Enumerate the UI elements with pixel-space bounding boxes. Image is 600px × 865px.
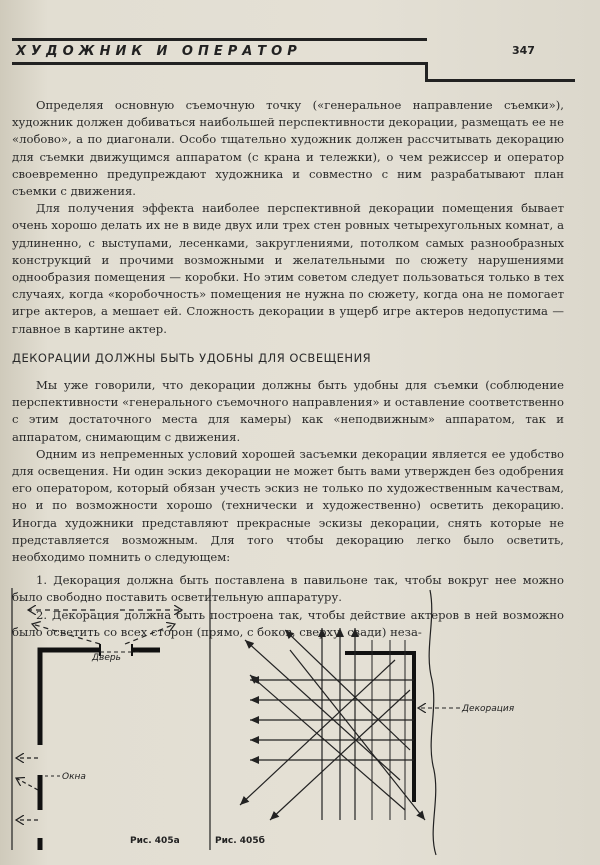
header-rule-top [12, 38, 427, 41]
fig-a-label-windows: Окна [62, 772, 86, 782]
section-heading: ДЕКОРАЦИИ ДОЛЖНЫ БЫТЬ УДОБНЫ ДЛЯ ОСВЕЩЕНИЯ [12, 350, 372, 365]
list-item: 2. Декорация должна быть построена так, чтобы действие актеров в ней возможно было осветить со всех сторон (прямо, с боков, сверху, сзади) неза- [12, 607, 564, 639]
fig-b-label-decoration: Декорация [462, 704, 515, 714]
figure-405a [12, 588, 210, 850]
figure-svg [0, 580, 600, 865]
fig-b-border [429, 590, 436, 855]
paragraph: Определяя основную съемочную точку («генеральное направление съемки»), художник должен добиваться наибольшей перспективности декорации, размещать ее не «лобово», а по диагонали. Особо тщательно художник должен рассчитывать декорацию для съемки движущимся аппаратом (с крана и тележки), о чем режиссер и оператор своевременно предупреждают художника и совместно с ним разрабатывают план съемки с движения. [12, 98, 564, 199]
running-header [12, 38, 572, 68]
paragraph: Для получения эффекта наиболее перспективной декорации помещения бывает очень хорошо делать их не в виде двух или трех стен ровных четырехугольных комнат, а удлиненно, с выступами, лесенками, закруглениями, потолком самых разнообразных конструкций и прочими возможными и желательными по сюжету нарушениями однообразия помещения — коробки. Но этим советом следует пользоваться только в тех случаях, когда «коробочность» помещения не нужна по сюжету, когда она не помогает игре актеров, а мешает ей. Сложность декорации в ущерб игре актеров недопустима — главное в картине актер. [12, 201, 564, 336]
list-item: 1. Декорация должна быть поставлена в павильоне так, чтобы вокруг нее можно было свободно поставить осветительную аппаратуру. [12, 573, 564, 605]
fig-a-caption: Рис. 405а [130, 836, 180, 846]
body-text [12, 97, 564, 641]
figure-405b [215, 590, 515, 855]
fig-b-light-arrow [250, 675, 405, 810]
paragraph: Мы уже говорили, что декорации должны быть удобны для съемки (соблюдение перспективности «генерального съемочного направления» и оставление соответственно с этим достаточного места для камеры) как «неподвижным» аппаратом, так и аппаратом, снимающим с движения. [12, 378, 564, 444]
fig-a-light-arrow [32, 624, 100, 644]
header-rule-bottom [12, 62, 427, 65]
fig-b-caption: Рис. 405б [215, 836, 265, 846]
fig-a-wall-left [40, 650, 100, 745]
header-rule-right [425, 79, 575, 82]
header-title: ХУДОЖНИК И ОПЕРАТОР [16, 44, 302, 59]
figures-area [0, 580, 600, 865]
fig-a-label-door: Дверь [92, 653, 121, 663]
paragraph: Одним из непременных условий хорошей засъемки декорации является ее удобство для освещения. Ни один эскиз декорации не может быть вами утвержден без одобрения его оператором, который обязан учесть эскиз не только по художественным качествам, но и по возможности хорошо (технически и художественно) осветить декорацию. Иногда художники представляют прекрасные эскизы декорации, снять которые не представляется возможным. Для того чтобы декорацию легко было осветить, необходимо помнить о следующем: [12, 446, 564, 565]
fig-a-light-arrow [125, 624, 175, 644]
fig-a-window-arrow [16, 778, 38, 790]
page-number: 347 [512, 44, 535, 57]
